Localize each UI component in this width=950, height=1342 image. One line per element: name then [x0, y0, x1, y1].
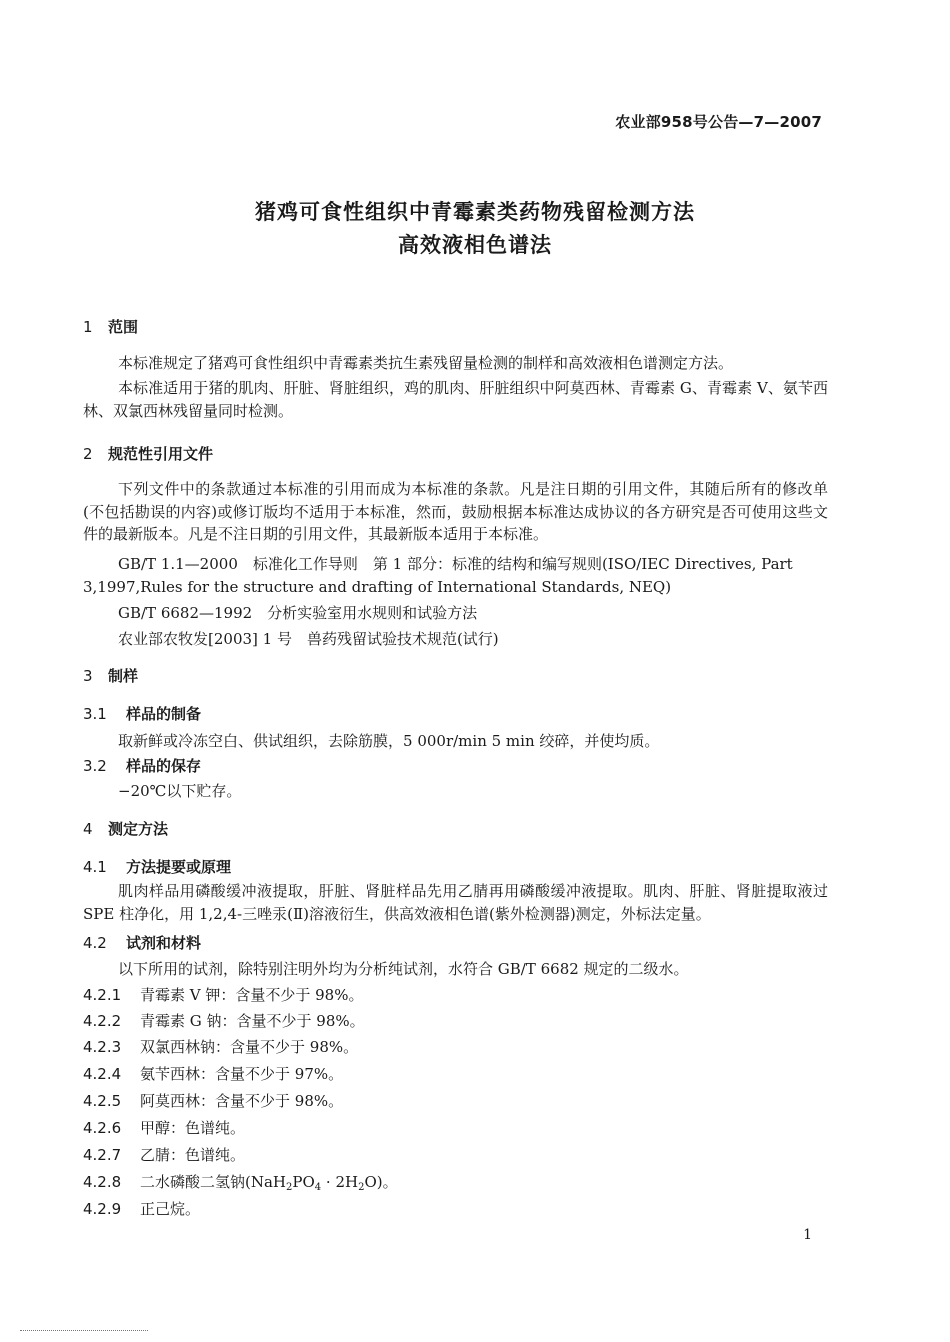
- document-title: 猪鸡可食性组织中青霉素类药物残留检测方法: [255, 200, 695, 224]
- subsection-title: 样品的保存: [126, 757, 202, 775]
- subsection-title: 试剂和材料: [126, 934, 202, 952]
- item-text: 青霉素 V 钾：含量不少于 98%。: [140, 986, 364, 1004]
- section-2-paragraph: 下列文件中的条款通过本标准的引用而成为本标准的条款。凡是注日期的引用文件，其随后所有的修改单(不包括勘误的内容)或修订版均不适用于本标准，然而，鼓励根据本标准达成协议的各方研究是否可使用这些文件的最新版本。凡是不注日期的引用文件，其最新版本适用于本标准。: [83, 480, 828, 543]
- subsection-4-1-text: 肌肉样品用磷酸缓冲液提取，肝脏、肾脏样品先用乙腈再用磷酸缓冲液提取。肌肉、肝脏、肾脏提取液过 SPE 柱净化，用 1,2,4-三唑汞(Ⅱ)溶液衍生，供高效液相色谱(紫外检测器)测定，外标法定量。: [83, 882, 828, 923]
- section-3-heading: [83, 665, 138, 686]
- section-title: 测定方法: [108, 820, 169, 838]
- reagent-item: [83, 1036, 358, 1057]
- document-subtitle: 高效液相色谱法: [398, 233, 552, 257]
- subsection-3-1-text: 取新鲜或冷冻空白、供试组织，去除筋膜，5 000r/min 5 min 绞碎，并使均质。: [118, 732, 660, 750]
- reagent-item: [83, 1117, 245, 1138]
- item-text-formula: 二水磷酸二氢钠$(NaH_2PO_4 \cdot 2H_2O)$。: [140, 1173, 398, 1193]
- item-text: 乙腈：色谱纯。: [140, 1146, 246, 1164]
- item-number: 4.2.9: [83, 1200, 122, 1218]
- subsection-title: 样品的制备: [126, 705, 202, 723]
- subsection-number: 3.1: [83, 705, 107, 723]
- page-number: 1: [803, 1227, 812, 1243]
- reference-gbt-6682: GB/T 6682—1992 分析实验室用水规则和试验方法: [118, 604, 478, 622]
- item-number: 4.2.8: [83, 1173, 122, 1191]
- reagent-item: [83, 1198, 200, 1219]
- reagent-item: [83, 1144, 245, 1165]
- item-number: 4.2.1: [83, 986, 122, 1004]
- section-title: 制样: [108, 667, 139, 685]
- item-text: 甲醇：色谱纯。: [140, 1119, 246, 1137]
- reagent-item: [83, 1063, 343, 1084]
- section-title: 范围: [108, 318, 139, 336]
- subsection-3-2-heading: [83, 755, 201, 776]
- item-number: 4.2.6: [83, 1119, 122, 1137]
- subsection-title: 方法提要或原理: [126, 858, 232, 876]
- standard-code: 农业部958号公告—7—2007: [615, 113, 822, 131]
- subsection-4-2-text: 以下所用的试剂，除特别注明外均为分析纯试剂，水符合 GB/T 6682 规定的二级水。: [118, 960, 689, 978]
- item-text: 双氯西林钠：含量不少于 98%。: [140, 1038, 359, 1056]
- section-number: 2: [83, 445, 93, 463]
- item-number: 4.2.7: [83, 1146, 122, 1164]
- section-number: 1: [83, 318, 93, 336]
- section-1-paragraph-2: 本标准适用于猪的肌肉、肝脏、肾脏组织，鸡的肌肉、肝脏组织中阿莫西林、青霉素 G、青霉素 V、氨苄西林、双氯西林残留量同时检测。: [83, 379, 828, 420]
- reagent-item: [83, 1171, 398, 1193]
- subsection-4-1-heading: [83, 856, 231, 877]
- item-text: 阿莫西林：含量不少于 98%。: [140, 1092, 344, 1110]
- subsection-3-2-text: −20℃以下贮存。: [118, 782, 242, 800]
- footer-rule: [20, 1330, 148, 1331]
- section-1-paragraph-1: 本标准规定了猪鸡可食性组织中青霉素类抗生素残留量检测的制样和高效液相色谱测定方法。: [118, 354, 734, 372]
- section-4-heading: [83, 818, 168, 839]
- item-number: 4.2.5: [83, 1092, 122, 1110]
- section-title: 规范性引用文件: [108, 445, 214, 463]
- section-2-heading: [83, 443, 213, 464]
- reagent-item: [83, 984, 363, 1005]
- reagent-item: [83, 1010, 365, 1031]
- item-text: 氨苄西林：含量不少于 97%。: [140, 1065, 344, 1083]
- reagent-item: [83, 1090, 343, 1111]
- reference-gbt-1-1: GB/T 1.1—2000 标准化工作导则 第 1 部分：标准的结构和编写规则(ISO/IEC Directives, Part 3,1997,Rules for the structure and drafting of International Standards, NEQ): [83, 555, 793, 596]
- item-number: 4.2.4: [83, 1065, 122, 1083]
- section-number: 3: [83, 667, 93, 685]
- subsection-4-2-heading: [83, 932, 201, 953]
- subsection-number: 4.1: [83, 858, 107, 876]
- item-number: 4.2.2: [83, 1012, 122, 1030]
- section-1-heading: [83, 316, 138, 337]
- item-text: 青霉素 G 钠：含量不少于 98%。: [140, 1012, 365, 1030]
- subsection-number: 4.2: [83, 934, 107, 952]
- section-number: 4: [83, 820, 93, 838]
- reference-agriculture-regulation: 农业部农牧发[2003] 1 号 兽药残留试验技术规范(试行): [118, 630, 499, 648]
- subsection-number: 3.2: [83, 757, 107, 775]
- item-number: 4.2.3: [83, 1038, 122, 1056]
- subsection-3-1-heading: [83, 703, 201, 724]
- item-text: 正己烷。: [140, 1200, 201, 1218]
